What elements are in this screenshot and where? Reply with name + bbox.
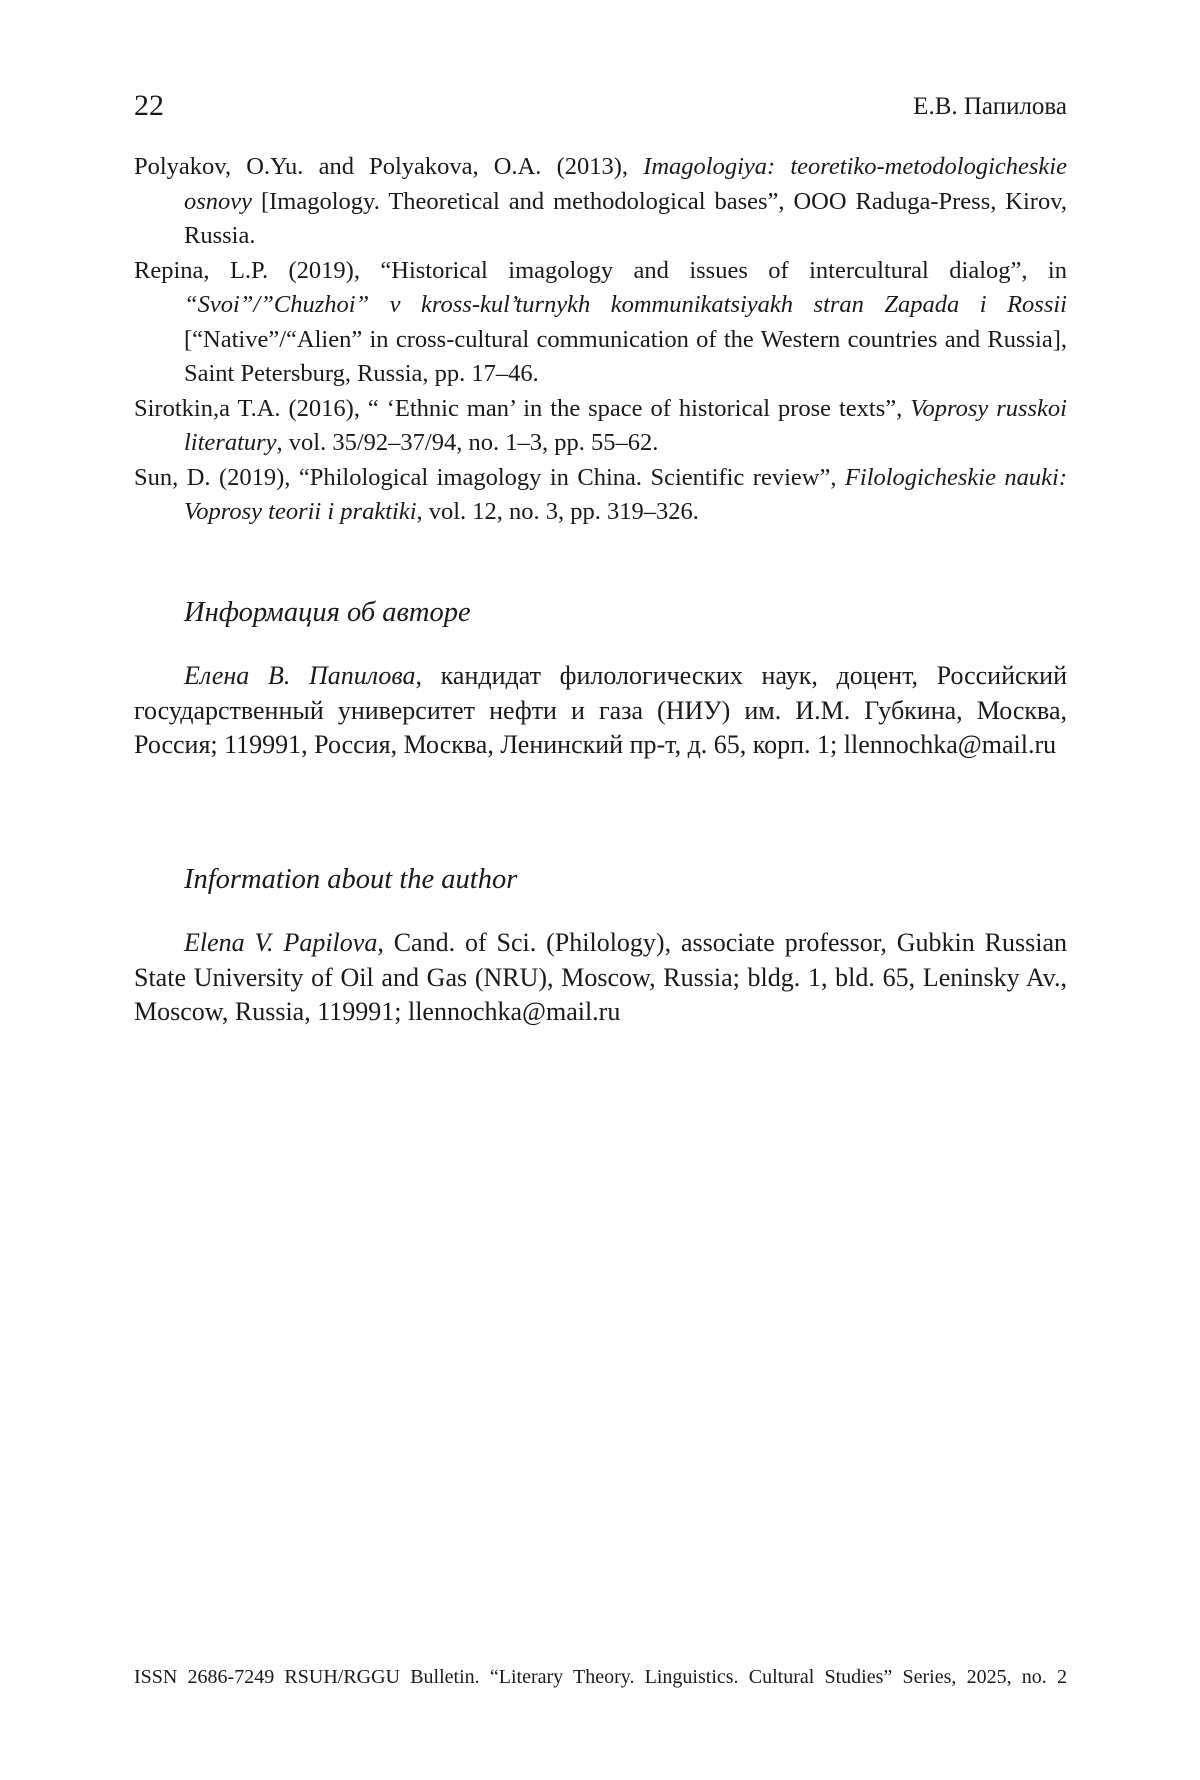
running-author: Е.В. Папилова: [913, 93, 1067, 120]
author-details-en: , Cand. of Sci. (Philology), associate professor, Gubkin Russian State University of Oil and Gas (NRU), Moscow, Russia; bldg. 1, bld. 65, Leninsky Av., Moscow, Russia, 119991; llennochka@mail.ru: [134, 928, 1068, 1026]
author-info-en-body: [134, 926, 1067, 1030]
reference-title: Filologicheskie nauki: Voprosy teorii i praktiki: [184, 463, 1067, 525]
author-info-en: [134, 860, 1067, 1030]
reference-text: [“Native”/“Alien” in cross-cultural communication of the Western countries and Russia], Saint Petersburg, Russia, pp. 17–46.: [184, 325, 1067, 387]
reference-title: Imagologiya: teoretiko-metodologicheskie osnovy: [184, 153, 1067, 215]
reference-text: , vol. 12, no. 3, pp. 319–326.: [416, 498, 699, 525]
reference-item: [134, 461, 1067, 530]
running-head: [134, 86, 1067, 126]
author-name-en: Elena V. Papilova: [184, 928, 378, 957]
author-name-ru: Елена В. Папилова: [184, 661, 416, 690]
reference-text: Sun, D. (2019), “Philological imagology in China. Scientific review”,: [134, 463, 845, 491]
reference-list: [134, 150, 1067, 530]
reference-item: [134, 150, 1067, 254]
reference-title: Voprosy russkoi literatury: [184, 394, 1067, 456]
author-info-ru-body: [134, 659, 1067, 763]
author-info-ru: [134, 593, 1067, 763]
reference-text: , vol. 35/92–37/94, no. 1–3, pp. 55–62.: [276, 429, 659, 456]
author-info-ru-title: Информация об авторе: [184, 597, 471, 628]
reference-text: Sirotkin,a T.A. (2016), “ ‘Ethnic man’ in the space of historical prose texts”,: [134, 394, 911, 422]
reference-item: [134, 392, 1067, 461]
reference-text: Repina, L.P. (2019), “Historical imagology and issues of intercultural dialog”, in: [134, 256, 1067, 284]
reference-text: [Imagology. Theoretical and methodological bases”, OOO Raduga-Press, Kirov, Russia.: [184, 187, 1067, 249]
journal-footer: ISSN 2686-7249 RSUH/RGGU Bulletin. “Literary Theory. Linguistics. Cultural Studies” Series, 2025, no. 2: [134, 1666, 1067, 1688]
reference-text: Polyakov, O.Yu. and Polyakova, O.A. (2013),: [134, 153, 644, 180]
reference-item: [134, 254, 1067, 392]
reference-title: “Svoi”/”Chuzhoi” v kross-kul’turnykh kommunikatsiyakh stran Zapada i Rossii: [184, 291, 1067, 318]
page-number: 22: [134, 89, 164, 122]
author-details-ru: , кандидат филологических наук, доцент, Российский государственный университет нефти и газа (НИУ) им. И.М. Губкина, Москва, Россия; 119991, Россия, Москва, Ленинский пр-т, д. 65, корп. 1; llennochka@mail.ru: [134, 661, 1067, 759]
author-info-en-title: Information about the author: [184, 864, 518, 895]
